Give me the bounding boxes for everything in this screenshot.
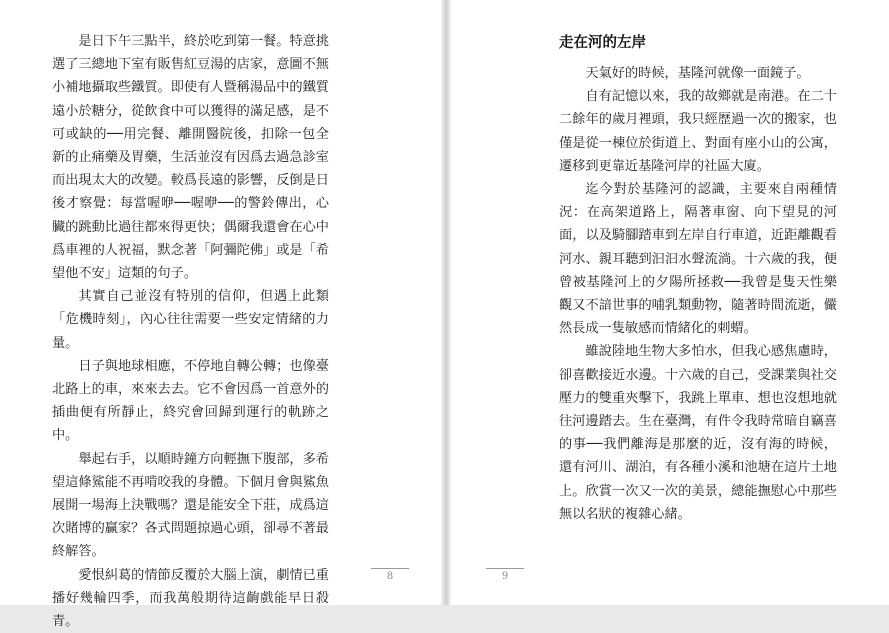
page-number: 9 [486,568,524,582]
paragraph: 迄今對於基隆河的認識，主要來自兩種情況：在高架道路上，隔著車窗、向下望見的河面，以及騎腳踏車到左岸自行車道，近距離觀看河水、親耳聽到汩汩水聲流淌。十六歲的我，便曾被基隆河上的夕陽所拯救──我曾是隻天性樂觀又不諳世事的哺乳類動物，隨著時間流逝，儼然長成一隻敏感而情緒化的刺蝟。 [559,182,837,337]
paragraph: 是日下午三點半，終於吃到第一餐。特意挑選了三總地下室有販售紅豆湯的店家，意圖不無小補地攝取些鐵質。即使有人暨稱湯品中的鐵質遠小於糖分，從飲食中可以獲得的滿足感，是不可或缺的──用完餐、離開醫院後，扣除一包全新的止痛藥及胃藥，生活並沒有因爲去過急診室而出現太大的改變。較爲長遠的影響，反倒是日後才察覺：每當喔咿──喔咿──的警鈴傳出，心臟的跳動比過往都來得更快；偶爾我還會在心中爲車裡的人祝福，默念著「阿彌陀佛」或是「希望他不安」這類的句子。 [52,34,329,282]
paragraph: 天氣好的時候，基隆河就像一面鏡子。 [585,66,810,81]
paragraph: 其實自己並沒有特別的信仰，但遇上此類「危機時刻」，內心往往需要一些安定情緒的力量。 [52,289,329,351]
book-gutter [441,0,451,605]
paragraph: 雖說陸地生物大多怕水，但我心感焦慮時，卻喜歡接近水邊。十六歲的自己，受課業與社交壓力的雙重夾擊下，我跳上單車、想也沒想地就往河邊踏去。生在臺灣，有件令我時常暗自竊喜的事──我們離海是那麼的近，沒有海的時候，還有河川、湖泊，有各種小溪和池塘在這片土地上。欣賞一次又一次的美景，總能撫慰心中那些無以名狀的複雜心緒。 [559,344,837,522]
right-page-body [559,62,837,526]
paragraph: 愛恨糾葛的情節反覆於大腦上演，劇情已重播好幾輪四季，而我萬般期待這齣戲能早日殺青。 [52,567,329,630]
chapter-title: 走在河的左岸 [559,34,646,51]
paragraph: 日子與地球相應，不停地自轉公轉；也像臺北路上的車，來來去去。它不會因爲一首意外的插曲便有所靜止，終究會回歸到運行的軌跡之中。 [52,358,329,444]
right-page [451,0,889,605]
left-page-body [52,30,329,633]
paragraph: 自有記憶以來，我的故鄉就是南港。在二十二餘年的歲月裡頭，我只經歷過一次的搬家，也僅是從一棟位於街道上、對面有座小山的公寓，遷移到更靠近基隆河岸的社區大廈。 [559,89,837,174]
left-page [0,0,441,630]
page-number: 8 [371,568,409,582]
paragraph: 舉起右手，以順時鐘方向輕撫下腹部，多希望這條鯊能不再啃咬我的身體。下個月會與鯊魚展開一場海上決戰嗎？還是能安全下莊，成爲這次賭博的贏家？各式問題掠過心頭，卻尋不著最終解答。 [52,451,329,560]
